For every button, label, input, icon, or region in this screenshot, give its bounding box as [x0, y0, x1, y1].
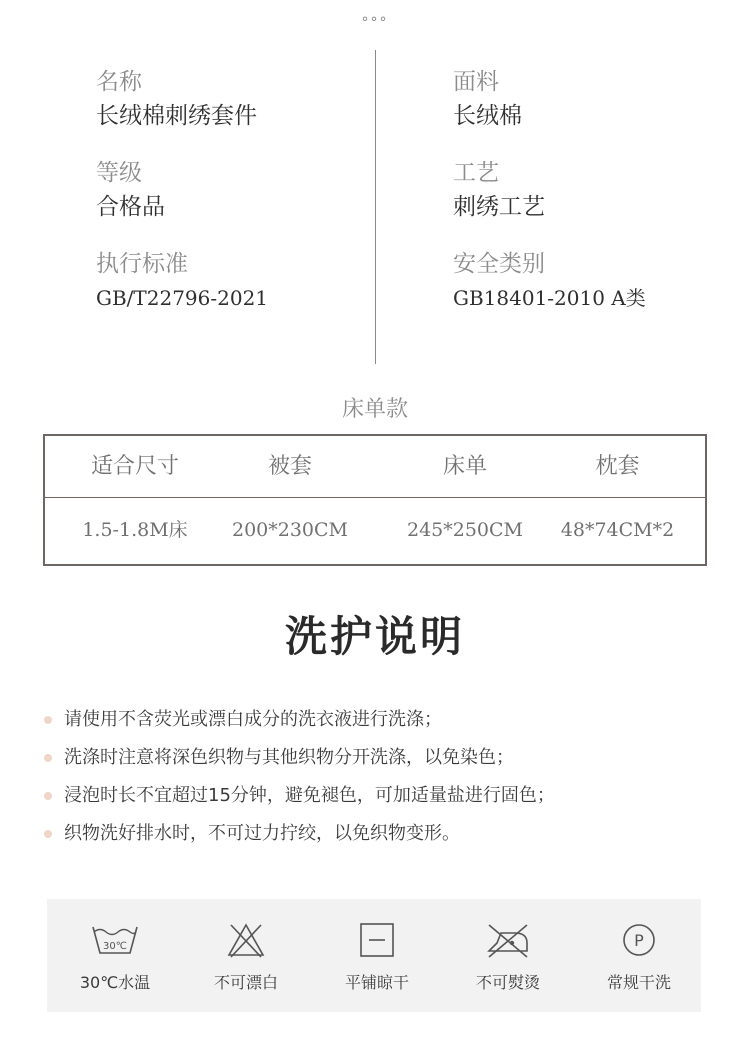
table-cell: 48*74CM*2 [560, 519, 675, 541]
instruction-text: 请使用不含荧光或漂白成分的洗衣液进行洗涤； [64, 709, 442, 730]
spec-craft [453, 158, 545, 222]
table-header-cell: 枕套 [595, 454, 640, 479]
spec-divider [375, 50, 376, 364]
table-header-cell: 被套 [267, 454, 312, 479]
spec-label: 工艺 [453, 160, 499, 186]
icon-label: 30℃水温 [79, 973, 151, 992]
dry-flat-icon [352, 921, 402, 961]
spec-value: 长绒棉刺绣套件 [96, 103, 257, 129]
instruction-text: 洗涤时注意将深色织物与其他织物分开洗涤，以免染色； [64, 747, 514, 768]
care-icon-dryclean [574, 899, 704, 1012]
care-icon-bleach [181, 899, 311, 1012]
table-cell: 245*250CM [406, 519, 524, 541]
icon-label: 常规干洗 [606, 973, 671, 992]
bullet-dot [44, 792, 52, 800]
table-header-cell: 床单 [442, 454, 487, 479]
care-icon-iron [443, 899, 573, 1012]
spec-label: 面料 [453, 69, 499, 95]
instruction-text: 织物洗好排水时，不可过力拧绞，以免织物变形。 [64, 823, 460, 844]
wash-30-icon [90, 921, 140, 961]
spec-value: 长绒棉 [453, 103, 522, 129]
icon-label: 不可漂白 [213, 973, 278, 992]
spec-name [96, 67, 257, 131]
dry-clean-letter: P [634, 931, 644, 950]
size-table-caption: 床单款 [341, 397, 408, 422]
no-iron-icon [483, 921, 533, 961]
wash-temp-text: 30℃ [103, 941, 127, 952]
spec-label: 等级 [96, 160, 142, 186]
icon-label: 平铺晾干 [344, 973, 409, 992]
list-item [44, 703, 704, 741]
list-item [44, 779, 704, 817]
spec-safety [453, 249, 646, 313]
spec-value: 刺绣工艺 [453, 194, 545, 220]
table-header-cell: 适合尺寸 [90, 454, 179, 479]
size-table-header-row [45, 436, 705, 498]
spec-label: 名称 [96, 69, 142, 95]
table-cell: 1.5-1.8M床 [82, 519, 188, 541]
dry-clean-icon [614, 921, 664, 961]
size-table [43, 434, 707, 566]
spec-grade [96, 158, 165, 222]
care-title: 洗护说明 [284, 612, 465, 661]
list-item [44, 741, 704, 779]
care-icon-dry [312, 899, 442, 1012]
list-item [44, 817, 704, 855]
spec-label: 执行标准 [96, 251, 188, 277]
table-cell: 200*230CM [231, 519, 349, 541]
table-row [45, 499, 705, 561]
spec-value: GB18401-2010 A类 [453, 286, 646, 310]
care-icon-wash [50, 899, 180, 1012]
no-bleach-icon [221, 921, 271, 961]
instruction-text: 浸泡时长不宜超过15分钟，避免褪色，可加适量盐进行固色； [64, 785, 555, 806]
bullet-dot [44, 754, 52, 762]
decorative-dots: °°° [361, 15, 389, 31]
bullet-dot [44, 830, 52, 838]
spec-value: 合格品 [96, 194, 165, 220]
spec-value: GB/T22796-2021 [96, 286, 269, 310]
spec-fabric [453, 67, 522, 131]
care-icons-panel [47, 899, 701, 1012]
care-instructions [44, 703, 704, 855]
spec-label: 安全类别 [453, 251, 545, 277]
icon-label: 不可熨烫 [475, 973, 540, 992]
bullet-dot [44, 716, 52, 724]
spec-standard [96, 249, 268, 313]
